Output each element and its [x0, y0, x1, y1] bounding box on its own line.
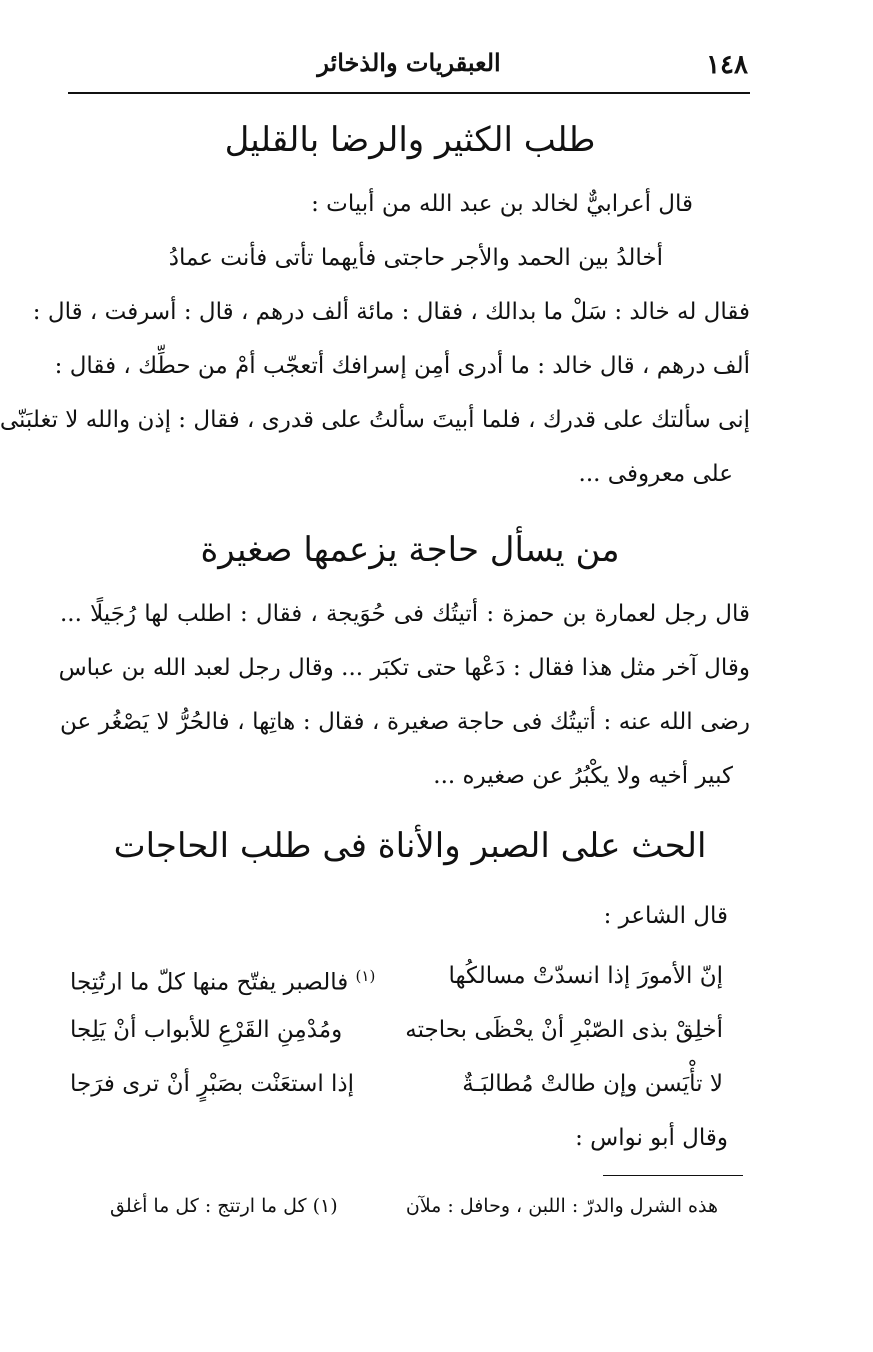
section2-line-3: رضى الله عنه : أتيتُك فى حاجة صغيرة ، فقال : هاتِها ، فالحُرُّ لا يَصْغُر عن [60, 709, 750, 735]
footnote-marker: (١) [355, 967, 376, 985]
section1-line-3: إنى سألتك على قدرك ، فلما أبيتَ سألتُ على قدرى ، فقال : إذن والله لا تغلبَنّى [0, 407, 750, 433]
section-title-3: الحث على الصبر والأناة فى طلب الحاجات [113, 826, 707, 866]
page-number: ١٤٨ [706, 50, 748, 80]
verse-3-first-hemistich: لا تأْيَسن وإن طالتْ مُطالبَـةٌ [462, 1071, 723, 1097]
section1-line-4: على معروفى ... [578, 461, 733, 487]
footnote-divider [603, 1175, 743, 1176]
verse-3-second-hemistich: إذا استعَنْت بصَبْرٍ أنْ ترى فرَجا [70, 1071, 355, 1097]
section1-line-1: فقال له خالد : سَلْ ما بدالك ، فقال : مائة ألف درهم ، قال : أسرفت ، قال : [32, 299, 750, 325]
verse-1-first-hemistich: إنّ الأمورَ إذا انسدّتْ مسالكُها [448, 963, 723, 989]
footnote-1: (١) كل ما ارتتج : كل ما أغلق [110, 1195, 338, 1217]
section3-outro: وقال أبو نواس : [575, 1125, 728, 1151]
section1-verse: أخالدُ بين الحمد والأجر حاجتى فأيهما تأتى فأنت عمادُ [168, 245, 663, 271]
section2-line-4: كبير أخيه ولا يكْبُرُ عن صغيره ... [433, 763, 733, 789]
section-title-1: طلب الكثير والرضا بالقليل [224, 120, 596, 160]
running-title: العبقريات والذخائر [317, 48, 501, 77]
footnote-continued: هذه الشرل والدرّ : اللبن ، وحافل : ملآن [405, 1195, 718, 1217]
verse-2-first-hemistich: أخلِقْ بذى الصّبْرِ أنْ يحْظَى بحاجته [405, 1017, 723, 1043]
verse-1-second-hemistich: $^{(١)}$ فالصبر يفتّح منها كلّ ما ارتُتِجا [70, 967, 376, 996]
section-title-2: من يسأل حاجة يزعمها صغيرة [200, 530, 620, 570]
section3-intro: قال الشاعر : [603, 903, 728, 929]
verse-2-second-hemistich: ومُدْمِنِ القَرْعِ للأبواب أنْ يَلِجا [70, 1017, 343, 1043]
section2-line-2: وقال آخر مثل هذا فقال : دَعْها حتى تكبَر ... وقال رجل لعبد الله بن عباس [58, 655, 750, 681]
section1-line-2: ألف درهم ، قال خالد : ما أدرى أمِن إسرافك أتعجّب أمْ من حطِّك ، فقال : [54, 353, 750, 379]
section1-intro: قال أعرابيٌّ لخالد بن عبد الله من أبيات : [311, 191, 693, 217]
page-header [68, 42, 750, 94]
section2-line-1: قال رجل لعمارة بن حمزة : أتيتُك فى حُوَيجة ، فقال : اطلب لها رُجَيلًا ... [60, 601, 750, 627]
